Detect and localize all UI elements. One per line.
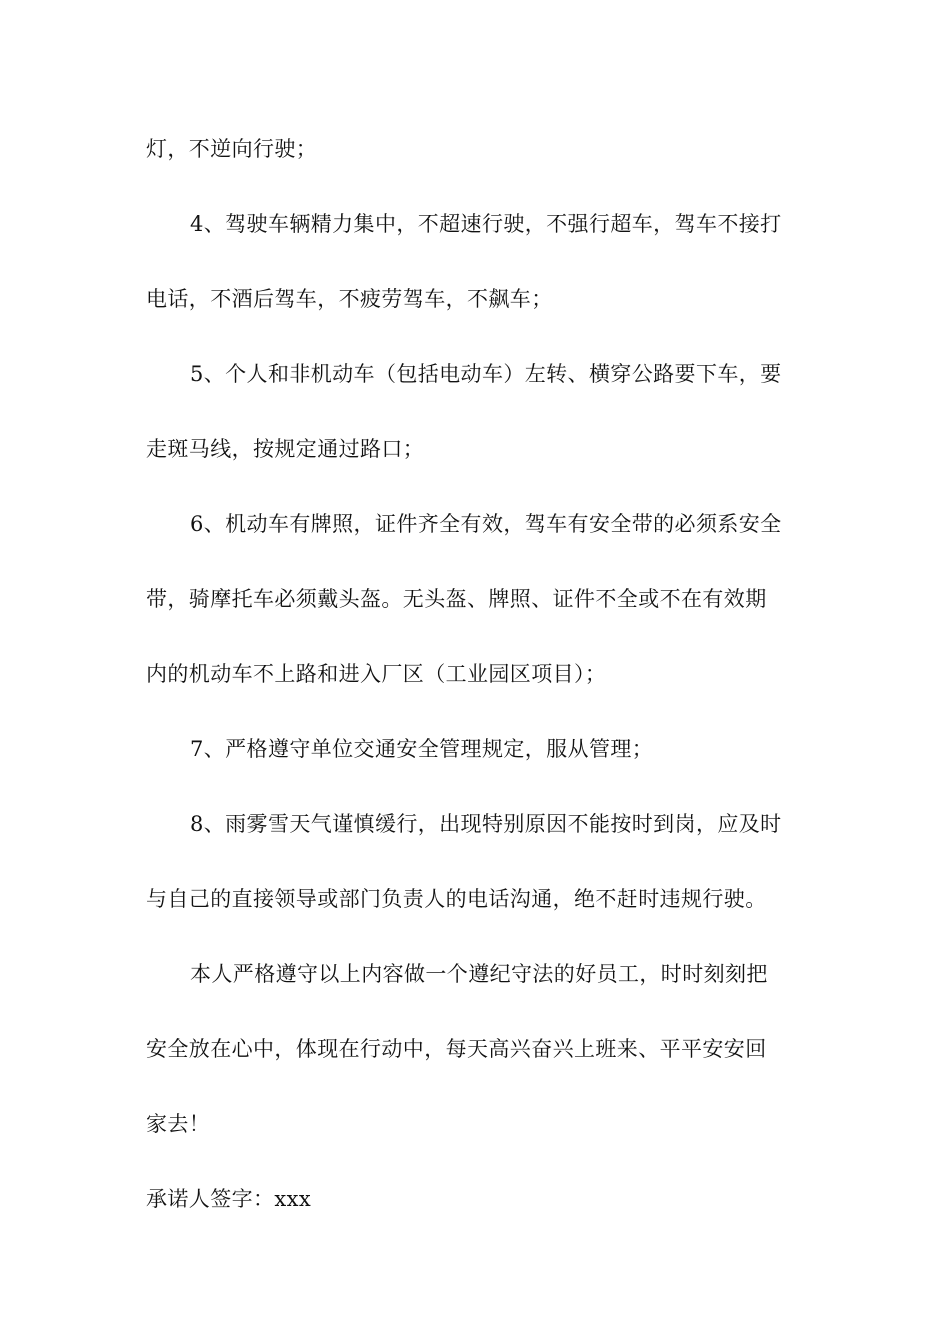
document-body bbox=[146, 131, 810, 1218]
text-line: 与自己的直接领导或部门负责人的电话沟通，绝不赶时违规行驶。 bbox=[146, 887, 767, 911]
text-line: 7、严格遵守单位交通安全管理规定，服从管理； bbox=[190, 737, 654, 761]
text-line: 本人严格遵守以上内容做一个遵纪守法的好员工，时时刻刻把 bbox=[190, 962, 768, 986]
text-line: 5、个人和非机动车（包括电动车）左转、横穿公路要下车，要 bbox=[190, 362, 782, 386]
text-line: 安全放在心中，体现在行动中，每天高兴奋兴上班来、平平安安回 bbox=[146, 1037, 767, 1061]
text-line: 走斑马线，按规定通过路口； bbox=[146, 437, 425, 461]
text-line: 内的机动车不上路和进入厂区（工业园区项目）； bbox=[146, 662, 607, 686]
text-line: 6、机动车有牌照，证件齐全有效，驾车有安全带的必须系安全 bbox=[190, 512, 782, 536]
signature-line: 承诺人签字：xxx bbox=[146, 1187, 312, 1211]
text-line: 电话，不酒后驾车，不疲劳驾车，不飙车； bbox=[146, 287, 553, 311]
text-line: 4、驾驶车辆精力集中，不超速行驶，不强行超车，驾车不接打 bbox=[190, 212, 782, 236]
text-line: 家去！ bbox=[146, 1112, 211, 1136]
text-line: 带，骑摩托车必须戴头盔。无头盔、牌照、证件不全或不在有效期 bbox=[146, 587, 767, 611]
text-line: 8、雨雾雪天气谨慎缓行，出现特别原因不能按时到岗，应及时 bbox=[190, 812, 782, 836]
text-line: 灯，不逆向行驶； bbox=[146, 137, 318, 161]
